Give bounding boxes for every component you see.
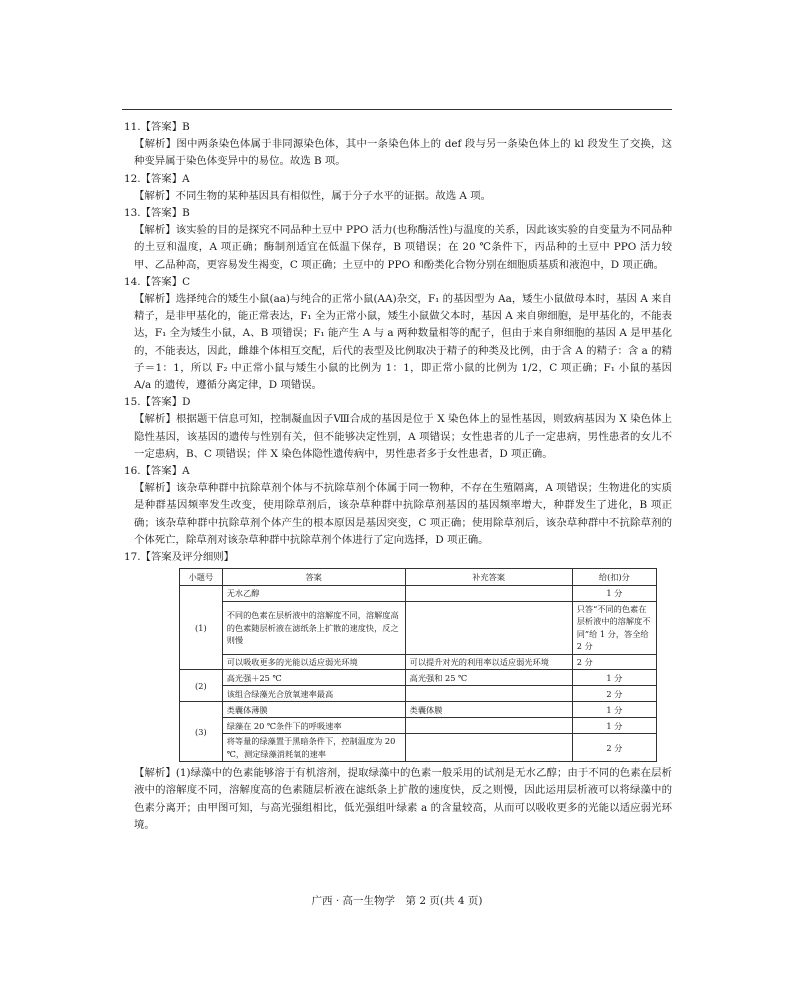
explanation: 【解析】该实验的目的是探究不同品种土豆中 PPO 活力(也称酶活性)与温度的关系，因此该实验的自变量为不同品种的土豆和温度，A 项正确；酶制剂适宜在低温下保存，B 项错误；在 20 ℃条件下，丙品种的土豆中 PPO 活力较甲、乙品种高，更容易发生褐变，C 项正确；土豆中的 PPO 和酚类化合物分别在细胞质基质和液泡中，D 项正确。 [134,224,672,271]
table-row [180,670,657,686]
table-cell-supplement [405,686,572,702]
answer-line: 15.【答案】D [124,396,191,409]
item-11 [124,119,672,171]
item-16 [124,463,672,549]
table-cell-supplement: 可以提升对光的利用率以适应弱光环境 [405,654,572,670]
explanation: 【解析】图中两条染色体属于非同源染色体，其中一条染色体上的 def 段与另一条染色体上的 kl 段发生了交换，这种变异属于染色体变异中的易位。故选 B 项。 [134,138,672,168]
table-cell-points: 1 分 [572,718,656,734]
subquestion-number: (1) [180,586,223,670]
table-row [180,734,657,762]
table-cell-answer: 该组合绿藻光合放氧速率最高 [222,686,405,702]
column-header: 小题号 [180,569,223,586]
column-header: 给(扣)分 [572,569,656,586]
table-cell-supplement: 类囊体膜 [405,702,572,718]
answer-line: 12.【答案】A [124,172,190,185]
table-cell-points: 2 分 [572,734,656,762]
answer-line: 13.【答案】B [124,207,190,220]
table-header-row [180,569,657,586]
table-cell-supplement [405,734,572,762]
explanation: 【解析】该杂草种群中抗除草剂个体与不抗除草剂个体属于同一物种，不存在生殖隔离，A 项错误；生物进化的实质是种群基因频率发生改变，使用除草剂后，该杂草种群中抗除草剂基因的基因频率增大，种群发生了进化，B 项正确；该杂草种群中抗除草剂个体产生的根本原因是基因突变，C 项正确；使用除草剂后，该杂草种群中不抗除草剂的个体死亡，除草剂对该杂草种群中抗除草剂个体进行了定向选择，D 项正确。 [134,482,672,546]
item-12 [124,171,672,205]
table-cell-answer: 绿藻在 20 ℃条件下的呼吸速率 [222,718,405,734]
scoring-table [179,568,657,762]
table-cell-points: 只答“不同的色素在层析液中的溶解度不同”给 1 分，答全给 2 分 [572,601,656,654]
column-header: 补充答案 [405,569,572,586]
explanation: 【解析】根据题干信息可知，控制凝血因子Ⅷ合成的基因是位于 X 染色体上的显性基因，则致病基因为 X 染色体上隐性基因，该基因的遗传与性别有关，但不能够决定性别，A 项错误；女性患者的儿子一定患病，男性患者的女儿不一定患病，B、C 项错误；伴 X 染色体隐性遗传病中，男性患者多于女性患者，D 项正确。 [134,413,672,460]
answer-content [124,119,672,834]
table-row [180,601,657,654]
answer-line: 17.【答案及评分细则】 [124,551,235,564]
table-cell-points: 2 分 [572,654,656,670]
page-footer: 广西 · 高一生物学 第 2 页(共 4 页) [311,895,483,907]
table-cell-answer: 无水乙醇 [222,586,405,602]
item-14 [124,274,672,394]
subquestion-number: (3) [180,702,223,762]
answer-line: 11.【答案】B [124,121,190,133]
item-17 [124,549,672,834]
table-cell-answer: 高光强＋25 ℃ [222,670,405,686]
table-cell-supplement [405,586,572,602]
table-cell-points: 1 分 [572,702,656,718]
table-cell-points: 1 分 [572,586,656,602]
subquestion-number: (2) [180,670,223,702]
column-header: 答案 [222,569,405,586]
table-row [180,654,657,670]
explanation: 【解析】选择纯合的矮生小鼠(aa)与纯合的正常小鼠(AA)杂交，F₁ 的基因型为 Aa，矮生小鼠做母本时，基因 A 来自精子，是非甲基化的，能正常表达，F₁ 全为正常小鼠，矮生小鼠做父本时，基因 A 来自卵细胞，是甲基化的，不能表达，F₁ 全为矮生小鼠，A、B 项错误；F₁ 能产生 A 与 a 两种数量相等的配子，但由于来自卵细胞的基因 A 是甲基化的，不能表达，因此，雌雄个体相互交配，后代的表型及比例取决于精子的种类及比例，由于含 A 的精子：含 a 的精子＝1：1，所以 F₂ 中正常小鼠与矮生小鼠的比例为 1：1，即正常小鼠的比例为 1/2，C 项正确；F₁ 小鼠的基因 A/a 的遗传，遵循分离定律，D 项错误。 [134,293,672,392]
table-cell-supplement: 高光强和 25 ℃ [405,670,572,686]
table-cell-supplement [405,718,572,734]
table-cell-answer: 类囊体薄膜 [222,702,405,718]
table-row [180,686,657,702]
answer-line: 14.【答案】C [124,275,191,288]
item-13 [124,205,672,274]
table-cell-supplement [405,601,572,654]
table-cell-answer: 可以吸收更多的光能以适应弱光环境 [222,654,405,670]
explanation: 【解析】不同生物的某种基因具有相似性，属于分子水平的证据。故选 A 项。 [134,189,491,202]
answer-line: 16.【答案】A [124,465,190,478]
table-cell-points: 2 分 [572,686,656,702]
header-rule [122,109,672,110]
table-row [180,702,657,718]
table-cell-points: 1 分 [572,670,656,686]
table-cell-answer: 不同的色素在层析液中的溶解度不同，溶解度高的色素随层析液在滤纸条上扩散的速度快，反之则慢 [222,601,405,654]
item-15 [124,394,672,463]
table-row [180,586,657,602]
table-row [180,718,657,734]
explanation: 【解析】(1)绿藻中的色素能够溶于有机溶剂，提取绿藻中的色素一般采用的试剂是无水乙醇；由于不同的色素在层析液中的溶解度不同，溶解度高的色素随层析液在滤纸条上扩散的速度快，反之则慢，因此运用层析液可以将绿藻中的色素分离开；由甲图可知，与高光强组相比，低光强组叶绿素 a 的含量较高，从而可以吸收更多的光能以适应弱光环境。 [134,767,672,831]
table-cell-answer: 将等量的绿藻置于黑暗条件下，控制温度为 20 ℃，测定绿藻消耗氧的速率 [222,734,405,762]
